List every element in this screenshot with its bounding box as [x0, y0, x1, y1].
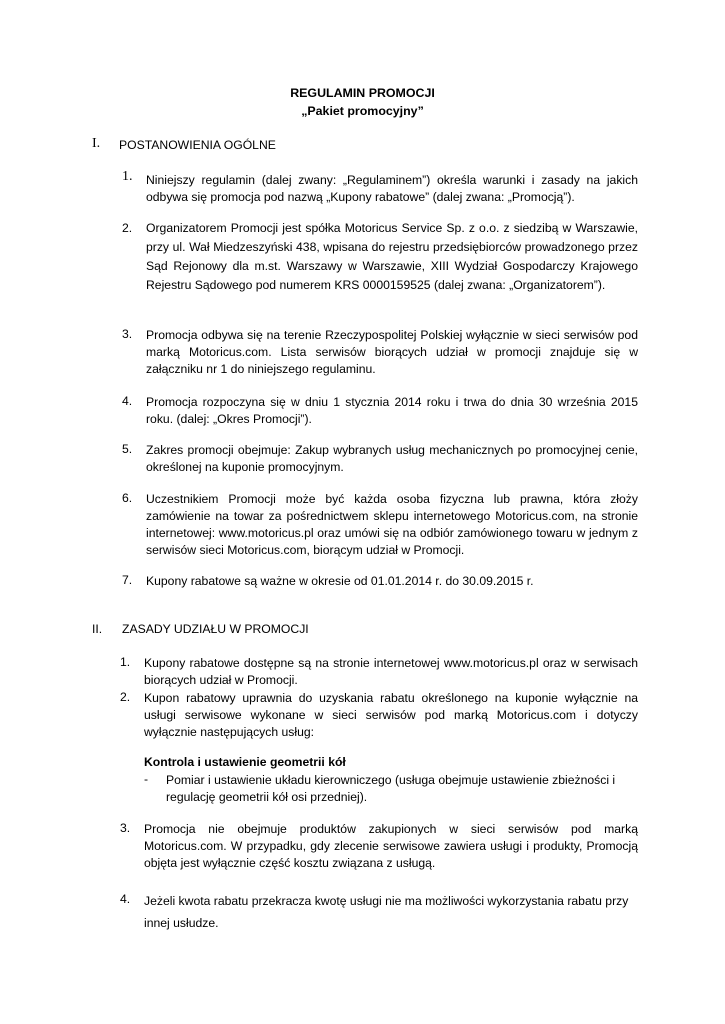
bullet-dash: - [144, 772, 149, 786]
s1-item-4-number: 4. [122, 394, 133, 408]
section-1-number: I. [92, 136, 101, 151]
service-bullet-text: Pomiar i ustawienie układu kierowniczego (usługa obejmuje ustawienie zbieżności i regulację geometrii kół osi przedniej). [166, 773, 616, 804]
s2-item-4-number: 4. [120, 892, 131, 906]
section-2-title: ZASADY UDZIAŁU W PROMOCJI [122, 622, 309, 636]
s1-item-3-number: 3. [122, 327, 133, 341]
s2-item-1-number: 1. [120, 655, 131, 669]
document-title: REGULAMIN PROMOCJI [290, 86, 435, 100]
s2-item-2-text: Kupon rabatowy uprawnia do uzyskania rabatu określonego na kuponie wyłącznie na usługi serwisowe wykonane w sieci serwisów pod marką Motoricus.com i dotyczy wyłącznie następujących usług: [144, 691, 638, 739]
service-subheading: Kontrola i ustawienie geometrii kół [144, 755, 346, 769]
s1-item-7-text: Kupony rabatowe są ważne w okresie od 01.01.2014 r. do 30.09.2015 r. [146, 574, 534, 588]
s1-item-3-text: Promocja odbywa się na terenie Rzeczypospolitej Polskiej wyłącznie w sieci serwisów pod marką Motoricus.com. Lista serwisów biorących udział w promocji znajduje się w załączniku nr 1 do niniejszego regulaminu. [146, 328, 638, 376]
s2-item-2-number: 2. [120, 690, 131, 704]
s1-item-2-number: 2. [122, 221, 133, 235]
s1-item-7-number: 7. [122, 573, 133, 587]
s1-item-6-text: Uczestnikiem Promocji może być każda osoba fizyczna lub prawna, która złoży zamówienie na towar za pośrednictwem sklepu internetowego Motoricus.com, na stronie internetowej: www.motoricus.pl oraz umówi się na odbiór zamówionego towaru w jednym z serwisów sieci Motoricus.com, biorącym udział w Promocji. [146, 492, 638, 557]
s2-item-4-text: Jeżeli kwota rabatu przekracza kwotę usługi nie ma możliwości wykorzystania rabatu przy innej usłudze. [144, 894, 629, 930]
s1-item-1-text: Niniejszy regulamin (dalej zwany: „Regulaminem”) określa warunki i zasady na jakich odbywa się promocja pod nazwą „Kupony rabatowe” (dalej zwana: „Promocją”). [146, 173, 638, 204]
s2-item-1-text: Kupony rabatowe dostępne są na stronie internetowej www.motoricus.pl oraz w serwisach biorących udział w Promocji. [144, 656, 638, 687]
section-2-number: II. [92, 622, 103, 636]
s1-item-5-number: 5. [122, 442, 133, 456]
s2-item-3-text: Promocja nie obejmuje produktów zakupionych w sieci serwisów pod marką Motoricus.com. W przypadku, gdy zlecenie serwisowe zawiera usługi i produkty, Promocją objęta jest wyłącznie część kosztu związana z usługą. [144, 822, 638, 870]
s2-item-3-number: 3. [120, 821, 131, 835]
section-1-title: POSTANOWIENIA OGÓLNE [119, 138, 276, 152]
s1-item-1-number: 1. [122, 169, 133, 184]
s1-item-5-text: Zakres promocji obejmuje: Zakup wybranych usług mechanicznych po promocyjnej cenie, określonej na kuponie promocyjnym. [146, 443, 638, 474]
document-subtitle: „Pakiet promocyjny” [301, 104, 424, 118]
s1-item-6-number: 6. [122, 491, 133, 505]
s1-item-4-text: Promocja rozpoczyna się w dniu 1 stycznia 2014 roku i trwa do dnia 30 września 2015 roku. (dalej: „Okres Promocji”). [146, 395, 638, 426]
s1-item-2-text: Organizatorem Promocji jest spółka Motoricus Service Sp. z o.o. z siedzibą w Warszawie, przy ul. Wał Miedzeszyński 438, wpisana do rejestru przedsiębiorców prowadzonego przez Sąd Rejonowy dla m.st. Warszawy w Warszawie, XIII Wydział Gospodarczy Krajowego Rejestru Sądowego pod numerem KRS 0000159525 (dalej zwana: „Organizatorem”). [146, 221, 638, 292]
